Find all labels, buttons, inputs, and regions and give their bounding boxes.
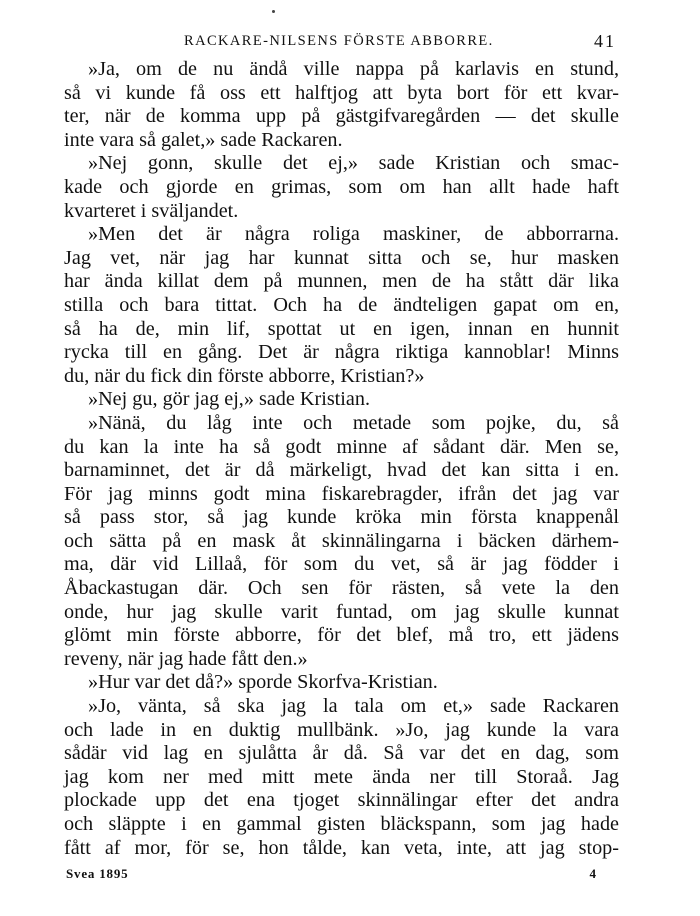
text-line: inte vara så galet,» sade Rackaren. [64, 128, 343, 151]
text-line: sådär vid lag en sjulåtta år då. Så var det en dag, som [64, 742, 619, 765]
page-footer [66, 866, 596, 886]
text-line: ma, där vid Lillaå, för som du vet, så är jag födder i [64, 553, 619, 576]
text-line: du, när du fick din förste abborre, Kristian?» [64, 364, 425, 387]
text-line: så vi kunde få oss ett halftjog att byta bort för ett kvar- [64, 81, 619, 104]
text-line: glömt min förste abborre, för det blef, må tro, ett jädens [64, 624, 619, 647]
text-line: onde, hur jag skulle varit funtad, om jag skulle kunnat [64, 600, 619, 623]
text-line: »Men det är några roliga maskiner, de abborrarna. [88, 223, 619, 246]
page-number: 41 [594, 31, 616, 51]
text-line: För jag minns godt mina fiskarebragder, ifrån det jag var [64, 482, 619, 505]
text-line: så pass stor, så jag kunde kröka min första knappenål [64, 506, 619, 529]
text-line: »Nej gu, gör jag ej,» sade Kristian. [88, 388, 370, 411]
text-line: och släppte i en gammal gisten bläckspann, som jag hade [64, 813, 619, 835]
text-line: »Nänä, du låg inte och metade som pojke, du, så [88, 411, 619, 434]
signature-number: 4 [589, 866, 596, 881]
text-line: och lade in en duktig mullbänk. »Jo, jag kunde la vara [64, 718, 619, 741]
text-line: och sätta på en mask åt skinnälingarna i bäcken därhem- [64, 529, 619, 552]
text-line: stilla och bara tittat. Och ha de ändteligen gapat om en, [64, 293, 619, 316]
text-line: fått af mor, för se, hon tålde, kan veta, inte, att jag stop- [64, 836, 619, 859]
text-line: du kan la inte ha så godt minne af sådant där. Men se, [64, 435, 619, 458]
text-line: »Jo, vänta, så ska jag la tala om et,» sade Rackaren [88, 695, 619, 718]
text-line: »Hur var det då?» sporde Skorfva-Kristian. [88, 671, 438, 694]
text-line: barnaminnet, det är då märkeligt, hvad det kan sitta i en. [64, 459, 619, 482]
text-line: rycka till en gång. Det är några riktiga kannoblar! Minns [64, 341, 619, 364]
body-text [64, 58, 619, 860]
text-line: ter, när de komma upp på gästgifvaregården — det skulle [64, 105, 619, 128]
text-line: Jag vet, när jag har kunnat sitta och se, hur masken [64, 246, 619, 269]
text-line: så ha de, min lif, spottat ut en igen, innan en hunnit [64, 317, 619, 340]
text-line: »Ja, om de nu ändå ville nappa på karlavis en stund, [88, 58, 619, 80]
text-line: »Nej gonn, skulle det ej,» sade Kristian och smac- [88, 152, 619, 175]
text-line: plockade upp det ena tjoget skinnälingar efter det andra [64, 789, 619, 812]
text-line: kvarteret i sväljandet. [64, 199, 239, 222]
text-line: har ända killat dem på munnen, men de ha stått där lika [64, 270, 619, 293]
text-line: kade och gjorde en grimas, som om han allt hade haft [64, 175, 619, 198]
text-line: jag kom ner med mitt mete ända ner till Storaå. Jag [64, 765, 619, 788]
text-line: Åbackastugan där. Och sen för rästen, så vete la den [64, 577, 619, 600]
page-header [60, 31, 620, 53]
running-title: RACKARE-NILSENS FÖRSTE ABBORRE. [184, 33, 494, 49]
print-speck [272, 10, 275, 13]
text-line: reveny, när jag hade fått den.» [64, 647, 308, 670]
printer-signature: Svea 1895 [66, 866, 129, 881]
